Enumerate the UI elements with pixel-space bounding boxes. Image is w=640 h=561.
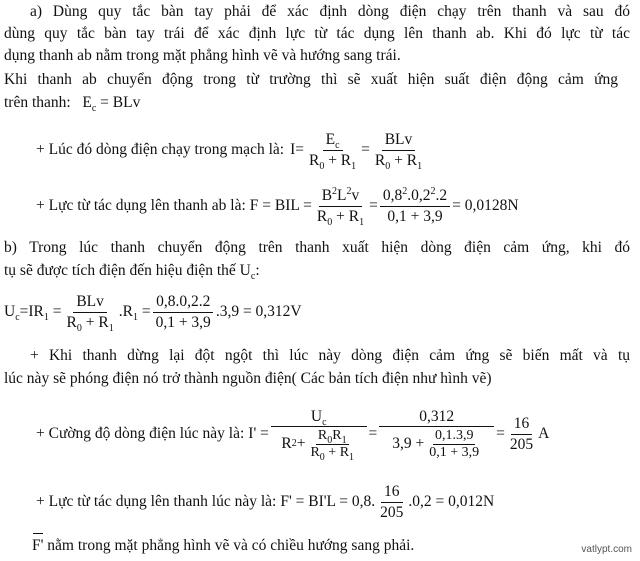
force-vector: F'	[32, 537, 44, 554]
part-b-line-2: tụ sẽ được tích điện đến hiệu điện thế $U_c$:	[4, 262, 260, 283]
final-line: F' nằm trong mặt phẳng hình vẽ và có chiều hướng sang phải.	[32, 537, 415, 554]
part-a-line-1: a) Dùng quy tắc bàn tay phải để xác định dòng điện chạy trên thanh và sau đó	[30, 3, 630, 20]
emf-formula: $E_c$ = BLv	[82, 94, 141, 115]
force-fraction-2: $\frac{0,8^2.0,2^2.2}{0,1 + 3,9}$	[380, 187, 450, 226]
uc-fraction-1: $\frac{\text{BLv}}{R_0 + R_1}$	[66, 292, 114, 334]
force-formula-row: + Lực từ tác dụng lên thanh ab là: F = BIL = $\frac{B^2L^2v}{R_0 + R_1}$ = $\frac{0,8^2.0,2^2.2}{0,1 + 3,9}$ = 0,0128N	[36, 185, 519, 228]
force-lhs: F = BIL =	[249, 197, 312, 214]
stop-line-2: lúc này sẽ phóng điện nó trở thành nguồn điện( Các bản tích điện như hình vẽ)	[4, 370, 492, 387]
current-label: + Lúc đó dòng điện chạy trong mạch là:	[36, 141, 285, 158]
force-label: + Lực từ tác dụng lên thanh ab là:	[36, 197, 246, 214]
i2-formula-row: + Cường độ dòng điện lúc này là: I' = $U_c$ R 2 + $\frac{R_0R_1}{R_0 + R_1}$ = 0,312 3,9 + $\frac{0,1.3,9}{0,1 + 3,9}$ = $\frac{16}{205}$ A	[36, 407, 550, 463]
f2-lhs: F' = BI'L = 0,8.	[280, 493, 376, 510]
part-b-line-1: b) Trong lúc thanh chuyển động trên thanh xuất hiện dòng điện cảm ứng, khi đó	[4, 239, 630, 256]
stop-line-1: + Khi thanh dừng lại đột ngột thì lúc này dòng điện cảm ứng sẽ biến mất và tụ	[30, 347, 630, 364]
watermark: vatlypt.com	[581, 544, 632, 555]
current-lhs: I=	[290, 141, 304, 158]
part-a-line-3: dụng thanh ab nằm trong mặt phẳng hình vẽ và hướng sang trái.	[4, 47, 401, 64]
force-result: = 0,0128N	[452, 197, 519, 214]
current-formula-row: + Lúc đó dòng điện chạy trong mạch là: I= $\frac{E_c}{R_0 + R_1}$ = $\frac{\text{BLv}}{R_0 + R_1}$	[36, 128, 427, 172]
uc-formula-row: $U_c=IR_1$ = $\frac{\text{BLv}}{R_0 + R_1}$ $.R_1$ = $\frac{0,8.0,2.2}{0,1 + 3,9}$ .3,9 = 0,312V	[4, 292, 302, 334]
f2-formula-row	[36, 480, 494, 524]
i2-fraction-2: 0,312 3,9 + $\frac{0,1.3,9}{0,1 + 3,9}$	[379, 408, 494, 461]
current-fraction-1: $\frac{E_c}{R_0 + R_1}$	[308, 130, 357, 172]
part-a-line-4: Khi thanh ab chuyển động trong từ trường thì sẽ xuất hiện suất điện động cảm ứng	[4, 71, 618, 88]
i2-fraction-1: $U_c$ R 2 + $\frac{R_0R_1}{R_0 + R_1}$	[271, 408, 367, 461]
i2-unit: A	[538, 425, 550, 442]
i2-lhs: I' =	[248, 425, 269, 442]
f2-label: + Lực từ tác dụng lên thanh lúc này là:	[36, 493, 277, 510]
part-a-line-2: dùng quy tắc bàn tay trái để xác định lực từ tác dụng lên thanh ab. Khi đó lực từ tác	[4, 25, 630, 42]
part-a-line-5	[4, 93, 140, 113]
uc-result: .3,9 = 0,312V	[215, 303, 302, 320]
current-fraction-2: $\frac{\text{BLv}}{R_0 + R_1}$	[374, 130, 423, 172]
i2-label: + Cường độ dòng điện lúc này là:	[36, 425, 245, 442]
emf-intro: trên thanh:	[4, 94, 71, 111]
force-fraction-1: $\frac{B^2L^2v}{R_0 + R_1}$	[316, 185, 365, 228]
uc-fraction-2: $\frac{0,8.0,2.2}{0,1 + 3,9}$	[153, 293, 214, 332]
f2-result: .0,2 = 0,012N	[408, 493, 495, 510]
i2-fraction-3: $\frac{16}{205}$	[509, 414, 534, 453]
f2-fraction: $\frac{16}{205}$	[380, 482, 404, 521]
